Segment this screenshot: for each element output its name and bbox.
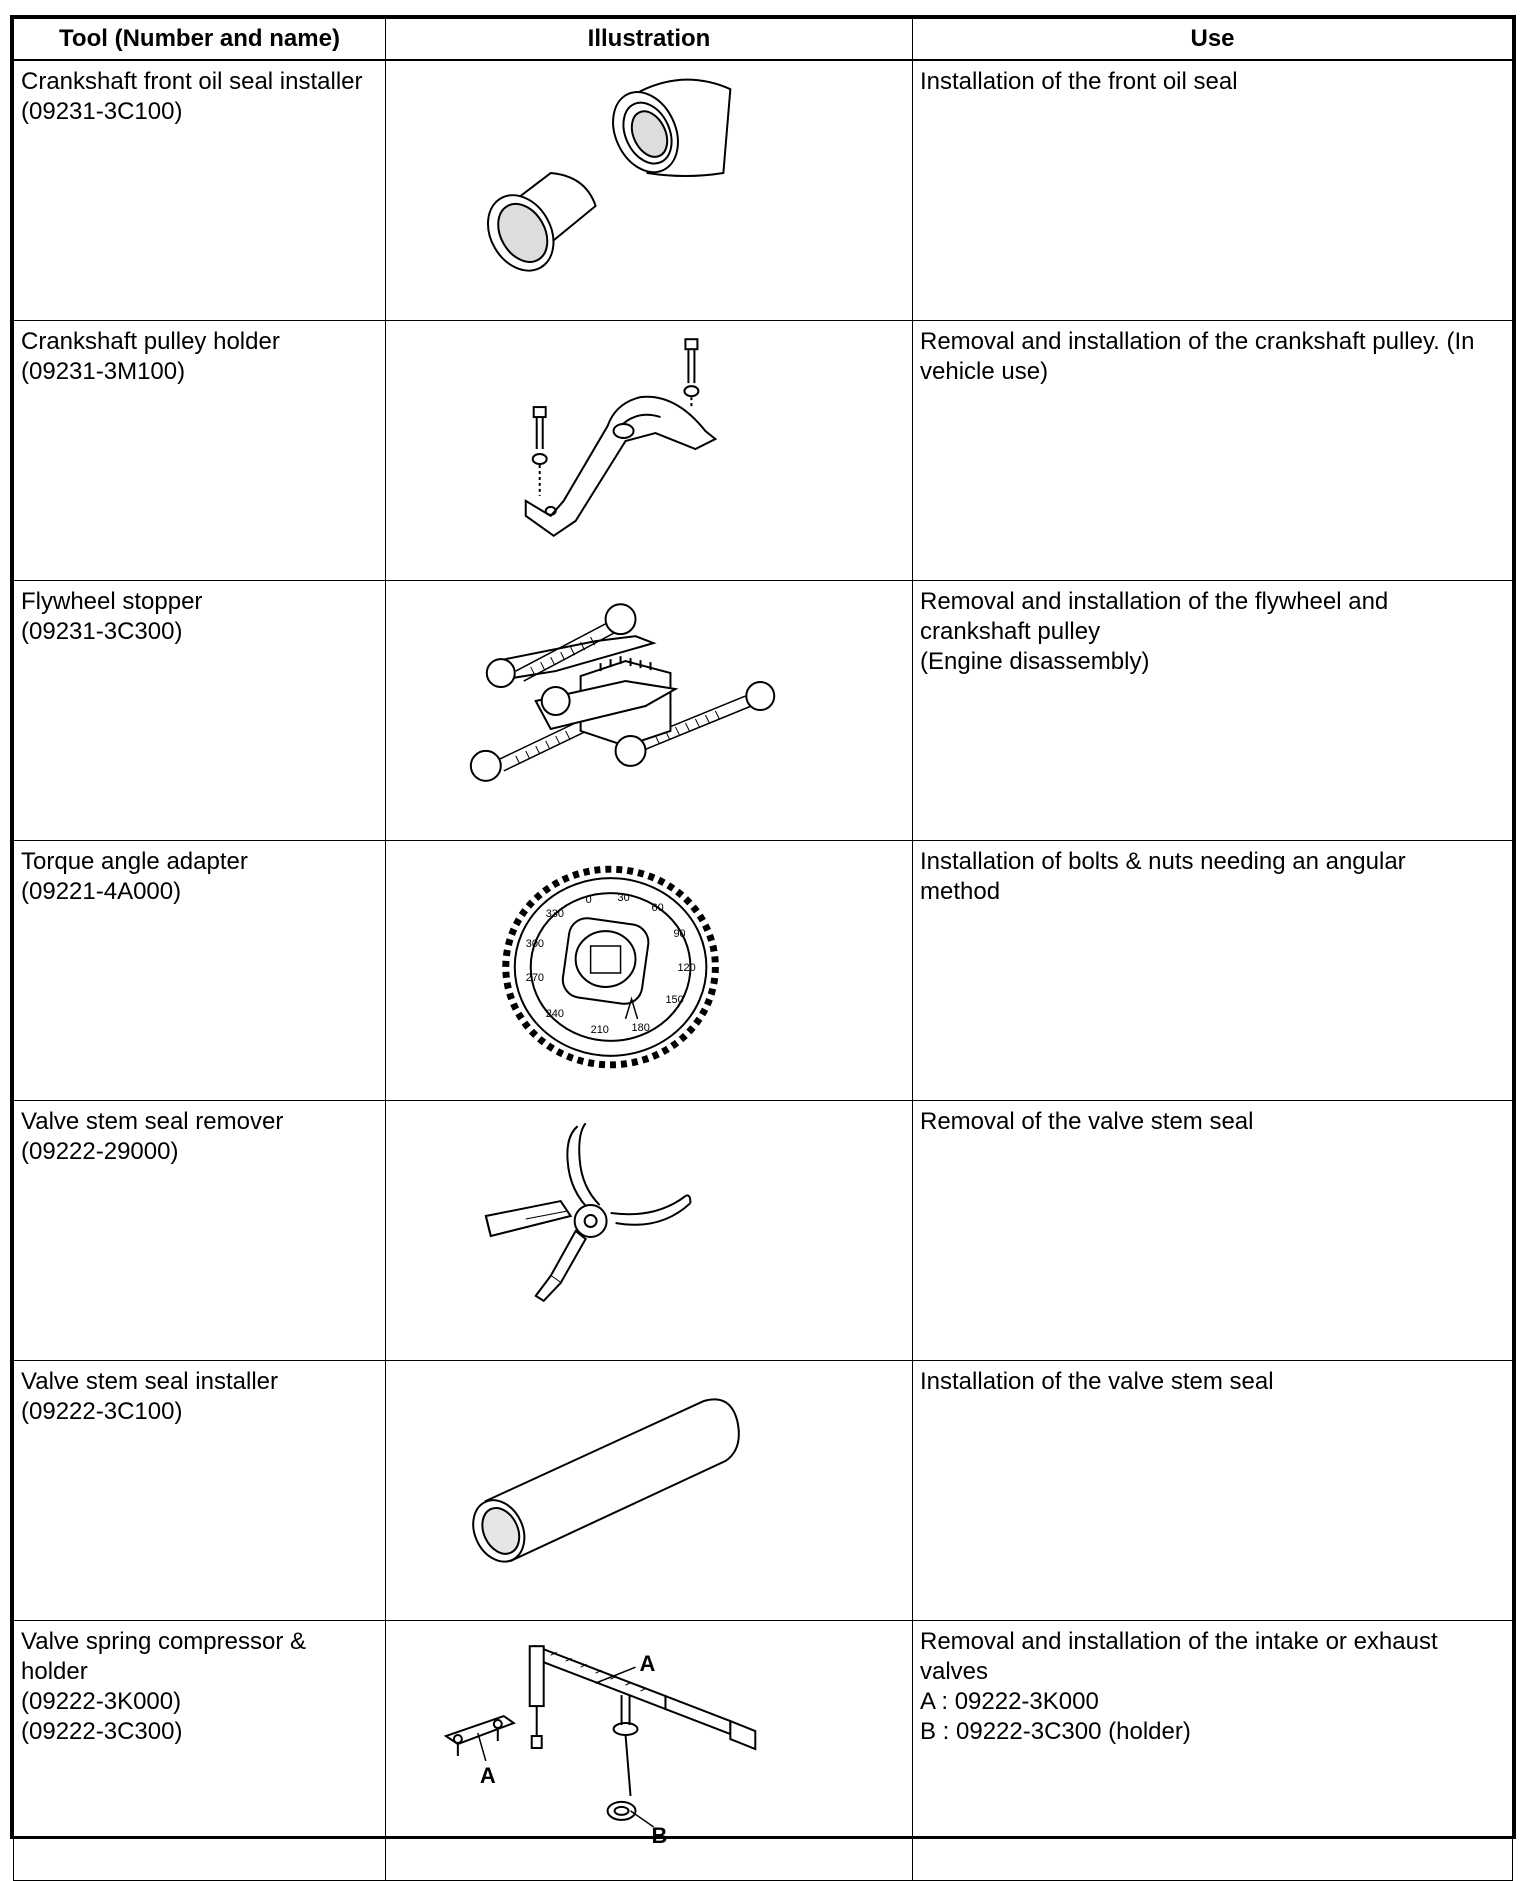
illustration-cell bbox=[386, 1361, 913, 1621]
tool-number: (09222-3C300) bbox=[21, 1718, 183, 1745]
illustration-cell bbox=[386, 581, 913, 841]
use-text: Installation of the valve stem seal bbox=[920, 1368, 1274, 1395]
use-cell bbox=[913, 841, 1513, 1101]
torque-angle-adapter-icon bbox=[386, 841, 912, 1094]
svg-text:30: 30 bbox=[617, 892, 630, 905]
table-row bbox=[14, 581, 1513, 841]
label-b: B bbox=[651, 1822, 668, 1848]
tool-cell bbox=[14, 1361, 386, 1621]
header-use: Use bbox=[913, 19, 1513, 61]
svg-text:210: 210 bbox=[590, 1023, 609, 1036]
illustration-cell bbox=[386, 1621, 913, 1881]
use-text: Removal of the valve stem seal bbox=[920, 1108, 1254, 1135]
oil-seal-installer-icon bbox=[386, 61, 912, 314]
tool-cell bbox=[14, 60, 386, 321]
svg-text:0: 0 bbox=[585, 894, 592, 907]
special-tools-sheet bbox=[10, 15, 1516, 1848]
use-cell bbox=[913, 1101, 1513, 1361]
tool-number: (09222-3K000) bbox=[21, 1688, 182, 1715]
tool-number: (09222-3C100) bbox=[21, 1398, 183, 1425]
tool-name: Torque angle adapter bbox=[21, 848, 248, 875]
special-tools-table bbox=[13, 18, 1513, 1881]
pulley-holder-icon bbox=[386, 321, 912, 574]
label-a: A bbox=[479, 1762, 496, 1788]
use-text: crankshaft pulley bbox=[920, 618, 1101, 645]
valve-seal-installer-tube-icon bbox=[386, 1361, 912, 1614]
use-cell bbox=[913, 321, 1513, 581]
use-text: A : 09222-3K000 bbox=[920, 1688, 1099, 1715]
table-row bbox=[14, 60, 1513, 321]
header-illustration: Illustration bbox=[386, 19, 913, 61]
use-text: Installation of bolts & nuts needing an angular bbox=[920, 848, 1406, 875]
tool-cell bbox=[14, 581, 386, 841]
flywheel-stopper-icon bbox=[386, 581, 912, 834]
tool-cell bbox=[14, 1621, 386, 1881]
tool-number: (09221-4A000) bbox=[21, 878, 182, 905]
table-row bbox=[14, 1101, 1513, 1361]
illustration-cell bbox=[386, 321, 913, 581]
svg-text:330: 330 bbox=[545, 908, 565, 921]
table-row bbox=[14, 1621, 1513, 1881]
tool-name: holder bbox=[21, 1658, 88, 1685]
use-text: method bbox=[920, 878, 1001, 905]
tool-name: Crankshaft front oil seal installer bbox=[21, 68, 363, 95]
svg-text:60: 60 bbox=[651, 902, 664, 915]
tool-name: Crankshaft pulley holder bbox=[21, 328, 280, 355]
use-cell bbox=[913, 60, 1513, 321]
table-row bbox=[14, 1361, 1513, 1621]
use-cell bbox=[913, 1621, 1513, 1881]
valve-spring-compressor-icon bbox=[386, 1621, 912, 1874]
tool-cell bbox=[14, 321, 386, 581]
use-text: vehicle use) bbox=[920, 358, 1049, 385]
svg-text:300: 300 bbox=[525, 938, 545, 951]
use-text: Removal and installation of the flywheel and bbox=[920, 588, 1389, 615]
tool-number: (09231-3M100) bbox=[21, 358, 186, 385]
tool-name: Valve spring compressor & bbox=[21, 1628, 306, 1655]
use-cell bbox=[913, 581, 1513, 841]
svg-text:270: 270 bbox=[525, 971, 545, 984]
tool-cell bbox=[14, 841, 386, 1101]
tool-number: (09231-3C300) bbox=[21, 618, 183, 645]
table-row bbox=[14, 841, 1513, 1101]
tool-number: (09231-3C100) bbox=[21, 98, 183, 125]
tool-cell bbox=[14, 1101, 386, 1361]
tool-name: Flywheel stopper bbox=[21, 588, 203, 615]
illustration-cell bbox=[386, 841, 913, 1101]
tool-name: Valve stem seal remover bbox=[21, 1108, 284, 1135]
use-text: valves bbox=[920, 1658, 989, 1685]
use-cell bbox=[913, 1361, 1513, 1621]
use-text: B : 09222-3C300 (holder) bbox=[920, 1718, 1191, 1745]
table-row bbox=[14, 321, 1513, 581]
illustration-cell bbox=[386, 1101, 913, 1361]
use-text: Removal and installation of the intake or exhaust bbox=[920, 1628, 1438, 1655]
use-text: Removal and installation of the crankshaft pulley. (In bbox=[920, 328, 1475, 355]
use-text: (Engine disassembly) bbox=[920, 648, 1150, 675]
label-a: A bbox=[639, 1651, 656, 1677]
svg-text:180: 180 bbox=[631, 1021, 650, 1034]
valve-seal-remover-pliers-icon bbox=[386, 1101, 912, 1354]
header-tool: Tool (Number and name) bbox=[14, 19, 386, 61]
svg-text:240: 240 bbox=[545, 1007, 565, 1020]
use-text: Installation of the front oil seal bbox=[920, 68, 1238, 95]
illustration-cell bbox=[386, 60, 913, 321]
svg-text:120: 120 bbox=[677, 961, 696, 974]
table-header-row bbox=[14, 19, 1513, 61]
tool-number: (09222-29000) bbox=[21, 1138, 179, 1165]
tool-name: Valve stem seal installer bbox=[21, 1368, 278, 1395]
svg-text:90: 90 bbox=[673, 928, 686, 941]
svg-text:150: 150 bbox=[665, 993, 684, 1006]
